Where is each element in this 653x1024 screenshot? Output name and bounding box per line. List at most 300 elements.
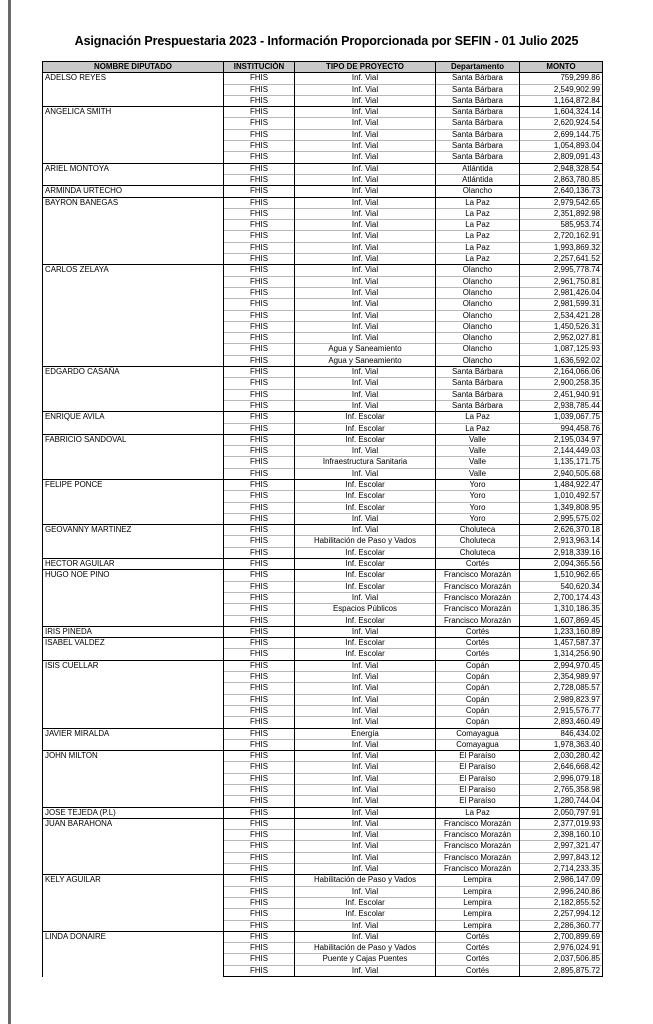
cell-tipo-proyecto: Inf. Escolar <box>295 649 436 660</box>
cell-departamento: Olancho <box>436 186 520 197</box>
cell-tipo-proyecto: Inf. Vial <box>295 705 436 716</box>
table-row <box>43 107 603 118</box>
cell-tipo-proyecto: Inf. Vial <box>295 592 436 603</box>
cell-monto: 2,037,506.85 <box>520 954 603 965</box>
cell-institucion: FHIS <box>224 344 295 355</box>
cell-institucion: FHIS <box>224 389 295 400</box>
cell-departamento: Comayagua <box>436 728 520 739</box>
header-tipo-proyecto: TIPO DE PROYECTO <box>295 62 436 73</box>
cell-tipo-proyecto: Inf. Vial <box>295 186 436 197</box>
cell-monto: 1,484,922.47 <box>520 479 603 490</box>
cell-departamento: Francisco Morazán <box>436 841 520 852</box>
cell-tipo-proyecto: Inf. Vial <box>295 739 436 750</box>
cell-tipo-proyecto: Inf. Escolar <box>295 412 436 423</box>
cell-monto: 2,893,460.49 <box>520 717 603 728</box>
cell-nombre-diputado: JAVIER MIRALDA <box>43 728 224 751</box>
cell-nombre-diputado: HECTOR AGUILAR <box>43 559 224 570</box>
table-row <box>43 931 603 942</box>
cell-departamento: Choluteca <box>436 525 520 536</box>
cell-tipo-proyecto: Espacios Públicos <box>295 604 436 615</box>
cell-monto: 2,994,970.45 <box>520 660 603 671</box>
cell-monto: 2,640,136.73 <box>520 186 603 197</box>
cell-institucion: FHIS <box>224 400 295 411</box>
cell-institucion: FHIS <box>224 310 295 321</box>
cell-monto: 2,895,875.72 <box>520 965 603 976</box>
cell-institucion: FHIS <box>224 163 295 174</box>
cell-departamento: Francisco Morazán <box>436 852 520 863</box>
table-row <box>43 434 603 445</box>
cell-monto: 2,809,091.43 <box>520 152 603 163</box>
table-row <box>43 73 603 84</box>
cell-departamento: Francisco Morazán <box>436 581 520 592</box>
cell-monto: 2,257,641.52 <box>520 254 603 265</box>
cell-institucion: FHIS <box>224 717 295 728</box>
cell-tipo-proyecto: Inf. Vial <box>295 310 436 321</box>
table-row <box>43 197 603 208</box>
cell-departamento: Copán <box>436 705 520 716</box>
cell-tipo-proyecto: Inf. Vial <box>295 95 436 106</box>
cell-institucion: FHIS <box>224 965 295 976</box>
cell-institucion: FHIS <box>224 638 295 649</box>
cell-institucion: FHIS <box>224 378 295 389</box>
cell-tipo-proyecto: Inf. Vial <box>295 254 436 265</box>
cell-nombre-diputado: CARLOS ZELAYA <box>43 265 224 367</box>
cell-monto: 2,995,778.74 <box>520 265 603 276</box>
cell-monto: 2,195,034.97 <box>520 434 603 445</box>
cell-nombre-diputado: IRIS PINEDA <box>43 626 224 637</box>
cell-departamento: El Paraíso <box>436 785 520 796</box>
cell-institucion: FHIS <box>224 773 295 784</box>
cell-institucion: FHIS <box>224 615 295 626</box>
cell-tipo-proyecto: Inf. Vial <box>295 208 436 219</box>
cell-tipo-proyecto: Inf. Vial <box>295 965 436 976</box>
cell-institucion: FHIS <box>224 785 295 796</box>
cell-institucion: FHIS <box>224 208 295 219</box>
cell-monto: 1,087,125.93 <box>520 344 603 355</box>
table-row <box>43 479 603 490</box>
cell-departamento: Atlántida <box>436 163 520 174</box>
cell-departamento: El Paraíso <box>436 762 520 773</box>
cell-monto: 994,458.76 <box>520 423 603 434</box>
table-row <box>43 367 603 378</box>
cell-monto: 759,299.86 <box>520 73 603 84</box>
cell-institucion: FHIS <box>224 818 295 829</box>
table-row <box>43 186 603 197</box>
cell-monto: 1,233,160.89 <box>520 626 603 637</box>
cell-monto: 1,135,171.75 <box>520 457 603 468</box>
cell-monto: 2,714,233.35 <box>520 864 603 875</box>
cell-departamento: Cortés <box>436 954 520 965</box>
cell-monto: 2,915,576.77 <box>520 705 603 716</box>
cell-tipo-proyecto: Inf. Vial <box>295 174 436 185</box>
cell-institucion: FHIS <box>224 559 295 570</box>
cell-monto: 2,997,843.12 <box>520 852 603 863</box>
cell-monto: 585,953.74 <box>520 220 603 231</box>
cell-departamento: Olancho <box>436 321 520 332</box>
cell-institucion: FHIS <box>224 457 295 468</box>
cell-tipo-proyecto: Inf. Vial <box>295 672 436 683</box>
cell-tipo-proyecto: Inf. Vial <box>295 231 436 242</box>
cell-monto: 2,981,426.04 <box>520 287 603 298</box>
cell-departamento: Copán <box>436 660 520 671</box>
cell-monto: 1,310,186.35 <box>520 604 603 615</box>
cell-tipo-proyecto: Inf. Vial <box>295 299 436 310</box>
cell-monto: 2,699,144.75 <box>520 129 603 140</box>
cell-tipo-proyecto: Habilitación de Paso y Vados <box>295 536 436 547</box>
cell-monto: 1,510,962.65 <box>520 570 603 581</box>
cell-institucion: FHIS <box>224 333 295 344</box>
cell-tipo-proyecto: Inf. Vial <box>295 864 436 875</box>
cell-monto: 2,620,924.54 <box>520 118 603 129</box>
cell-tipo-proyecto: Puente y Cajas Puentes <box>295 954 436 965</box>
cell-institucion: FHIS <box>224 649 295 660</box>
cell-tipo-proyecto: Inf. Vial <box>295 796 436 807</box>
cell-institucion: FHIS <box>224 852 295 863</box>
cell-tipo-proyecto: Inf. Escolar <box>295 638 436 649</box>
cell-tipo-proyecto: Inf. Escolar <box>295 479 436 490</box>
cell-institucion: FHIS <box>224 446 295 457</box>
cell-departamento: Cortés <box>436 559 520 570</box>
cell-departamento: Santa Bárbara <box>436 129 520 140</box>
cell-departamento: El Paraíso <box>436 751 520 762</box>
cell-departamento: Francisco Morazán <box>436 830 520 841</box>
cell-departamento: Olancho <box>436 276 520 287</box>
cell-nombre-diputado: HUGO NOE PINO <box>43 570 224 626</box>
cell-institucion: FHIS <box>224 954 295 965</box>
cell-departamento: Cortés <box>436 931 520 942</box>
cell-institucion: FHIS <box>224 547 295 558</box>
cell-departamento: Cortés <box>436 626 520 637</box>
cell-tipo-proyecto: Inf. Vial <box>295 389 436 400</box>
cell-monto: 2,948,328.54 <box>520 163 603 174</box>
cell-tipo-proyecto: Inf. Escolar <box>295 547 436 558</box>
cell-tipo-proyecto: Inf. Vial <box>295 367 436 378</box>
cell-monto: 2,863,780.85 <box>520 174 603 185</box>
cell-tipo-proyecto: Inf. Vial <box>295 717 436 728</box>
table-row <box>43 626 603 637</box>
cell-monto: 1,054,893.04 <box>520 141 603 152</box>
cell-monto: 2,989,823.97 <box>520 694 603 705</box>
cell-monto: 2,981,599.31 <box>520 299 603 310</box>
cell-monto: 2,728,085.57 <box>520 683 603 694</box>
cell-tipo-proyecto: Inf. Vial <box>295 220 436 231</box>
cell-institucion: FHIS <box>224 491 295 502</box>
cell-departamento: Lempira <box>436 897 520 908</box>
cell-tipo-proyecto: Inf. Escolar <box>295 570 436 581</box>
cell-departamento: Santa Bárbara <box>436 367 520 378</box>
cell-departamento: La Paz <box>436 254 520 265</box>
cell-tipo-proyecto: Inf. Vial <box>295 378 436 389</box>
cell-tipo-proyecto: Inf. Vial <box>295 265 436 276</box>
cell-institucion: FHIS <box>224 909 295 920</box>
cell-departamento: Francisco Morazán <box>436 604 520 615</box>
cell-nombre-diputado: FABRICIO SANDOVAL <box>43 434 224 479</box>
cell-departamento: Copán <box>436 694 520 705</box>
cell-institucion: FHIS <box>224 141 295 152</box>
cell-nombre-diputado: FELIPE PONCE <box>43 479 224 524</box>
cell-tipo-proyecto: Inf. Vial <box>295 73 436 84</box>
cell-tipo-proyecto: Inf. Vial <box>295 852 436 863</box>
cell-tipo-proyecto: Inf. Vial <box>295 626 436 637</box>
cell-monto: 2,354,989.97 <box>520 672 603 683</box>
table-row <box>43 265 603 276</box>
cell-nombre-diputado: ARIEL MONTOYA <box>43 163 224 186</box>
cell-institucion: FHIS <box>224 841 295 852</box>
cell-institucion: FHIS <box>224 287 295 298</box>
cell-institucion: FHIS <box>224 231 295 242</box>
cell-institucion: FHIS <box>224 672 295 683</box>
cell-institucion: FHIS <box>224 129 295 140</box>
cell-institucion: FHIS <box>224 570 295 581</box>
cell-monto: 1,978,363.40 <box>520 739 603 750</box>
cell-departamento: Olancho <box>436 299 520 310</box>
cell-departamento: Valle <box>436 446 520 457</box>
cell-tipo-proyecto: Inf. Vial <box>295 920 436 931</box>
cell-institucion: FHIS <box>224 931 295 942</box>
cell-institucion: FHIS <box>224 694 295 705</box>
cell-institucion: FHIS <box>224 174 295 185</box>
cell-tipo-proyecto: Inf. Vial <box>295 107 436 118</box>
cell-institucion: FHIS <box>224 581 295 592</box>
cell-institucion: FHIS <box>224 897 295 908</box>
cell-institucion: FHIS <box>224 807 295 818</box>
table-row <box>43 412 603 423</box>
cell-monto: 1,636,592.02 <box>520 355 603 366</box>
cell-departamento: Atlántida <box>436 174 520 185</box>
cell-monto: 1,349,808.95 <box>520 502 603 513</box>
cell-departamento: La Paz <box>436 197 520 208</box>
cell-institucion: FHIS <box>224 73 295 84</box>
cell-tipo-proyecto: Inf. Vial <box>295 773 436 784</box>
cell-tipo-proyecto: Inf. Escolar <box>295 423 436 434</box>
cell-nombre-diputado: EDGARDO CASAÑA <box>43 367 224 412</box>
cell-departamento: Santa Bárbara <box>436 95 520 106</box>
cell-monto: 2,646,668.42 <box>520 762 603 773</box>
cell-tipo-proyecto: Habilitación de Paso y Vados <box>295 943 436 954</box>
table-row <box>43 570 603 581</box>
cell-monto: 2,534,421.28 <box>520 310 603 321</box>
table-row <box>43 807 603 818</box>
cell-monto: 2,377,019.93 <box>520 818 603 829</box>
cell-institucion: FHIS <box>224 242 295 253</box>
cell-institucion: FHIS <box>224 513 295 524</box>
cell-departamento: Olancho <box>436 287 520 298</box>
cell-tipo-proyecto: Inf. Vial <box>295 830 436 841</box>
cell-monto: 2,050,797.91 <box>520 807 603 818</box>
header-monto: MONTO <box>520 62 603 73</box>
cell-monto: 2,952,027.81 <box>520 333 603 344</box>
cell-departamento: Cortés <box>436 649 520 660</box>
cell-tipo-proyecto: Inf. Vial <box>295 197 436 208</box>
cell-monto: 2,976,024.91 <box>520 943 603 954</box>
table-row <box>43 559 603 570</box>
cell-tipo-proyecto: Inf. Vial <box>295 785 436 796</box>
cell-tipo-proyecto: Inf. Vial <box>295 807 436 818</box>
table-row <box>43 660 603 671</box>
cell-nombre-diputado: ADELSO REYES <box>43 73 224 107</box>
cell-monto: 1,450,526.31 <box>520 321 603 332</box>
cell-departamento: Yoro <box>436 513 520 524</box>
cell-departamento: Santa Bárbara <box>436 107 520 118</box>
cell-institucion: FHIS <box>224 830 295 841</box>
cell-tipo-proyecto: Inf. Vial <box>295 660 436 671</box>
cell-monto: 1,604,324.14 <box>520 107 603 118</box>
cell-institucion: FHIS <box>224 536 295 547</box>
cell-nombre-diputado: JOHN MILTON <box>43 751 224 807</box>
cell-tipo-proyecto: Inf. Vial <box>295 818 436 829</box>
cell-institucion: FHIS <box>224 660 295 671</box>
cell-institucion: FHIS <box>224 864 295 875</box>
cell-departamento: La Paz <box>436 242 520 253</box>
cell-institucion: FHIS <box>224 355 295 366</box>
table-row <box>43 751 603 762</box>
cell-departamento: Francisco Morazán <box>436 615 520 626</box>
table-row <box>43 875 603 886</box>
cell-tipo-proyecto: Agua y Saneamiento <box>295 355 436 366</box>
cell-monto: 2,626,370.18 <box>520 525 603 536</box>
cell-monto: 1,993,869.32 <box>520 242 603 253</box>
cell-institucion: FHIS <box>224 265 295 276</box>
cell-monto: 2,351,892.98 <box>520 208 603 219</box>
cell-monto: 2,961,750.81 <box>520 276 603 287</box>
cell-departamento: Francisco Morazán <box>436 570 520 581</box>
cell-tipo-proyecto: Inf. Vial <box>295 118 436 129</box>
cell-departamento: Olancho <box>436 265 520 276</box>
cell-nombre-diputado: ANGELICA SMITH <box>43 107 224 163</box>
cell-monto: 2,030,280.42 <box>520 751 603 762</box>
cell-departamento: Lempira <box>436 920 520 931</box>
cell-institucion: FHIS <box>224 728 295 739</box>
cell-monto: 540,620.34 <box>520 581 603 592</box>
cell-institucion: FHIS <box>224 920 295 931</box>
cell-tipo-proyecto: Inf. Vial <box>295 276 436 287</box>
cell-departamento: Copán <box>436 683 520 694</box>
cell-monto: 2,144,449.03 <box>520 446 603 457</box>
cell-institucion: FHIS <box>224 739 295 750</box>
cell-tipo-proyecto: Infraestructura Sanitaria <box>295 457 436 468</box>
cell-institucion: FHIS <box>224 683 295 694</box>
table-row <box>43 728 603 739</box>
cell-departamento: El Paraíso <box>436 773 520 784</box>
cell-institucion: FHIS <box>224 321 295 332</box>
cell-departamento: Comayagua <box>436 739 520 750</box>
table-header <box>43 62 603 73</box>
cell-departamento: Lempira <box>436 875 520 886</box>
page-left-edge <box>8 0 11 1024</box>
cell-departamento: Valle <box>436 468 520 479</box>
allocation-table <box>42 61 603 977</box>
cell-departamento: El Paraíso <box>436 796 520 807</box>
table-row <box>43 525 603 536</box>
cell-departamento: Santa Bárbara <box>436 400 520 411</box>
header-departamento: Departamento <box>436 62 520 73</box>
cell-institucion: FHIS <box>224 468 295 479</box>
cell-departamento: La Paz <box>436 220 520 231</box>
cell-institucion: FHIS <box>224 502 295 513</box>
cell-monto: 1,457,587.37 <box>520 638 603 649</box>
cell-departamento: Santa Bárbara <box>436 84 520 95</box>
cell-tipo-proyecto: Inf. Escolar <box>295 615 436 626</box>
cell-institucion: FHIS <box>224 705 295 716</box>
cell-tipo-proyecto: Inf. Vial <box>295 242 436 253</box>
cell-tipo-proyecto: Inf. Vial <box>295 141 436 152</box>
cell-institucion: FHIS <box>224 434 295 445</box>
table-row <box>43 638 603 649</box>
cell-departamento: Francisco Morazán <box>436 592 520 603</box>
header-institucion: INSTITUCIÓN <box>224 62 295 73</box>
cell-monto: 1,607,869.45 <box>520 615 603 626</box>
cell-institucion: FHIS <box>224 118 295 129</box>
cell-tipo-proyecto: Inf. Vial <box>295 287 436 298</box>
cell-institucion: FHIS <box>224 95 295 106</box>
cell-departamento: Copán <box>436 717 520 728</box>
cell-tipo-proyecto: Inf. Vial <box>295 762 436 773</box>
cell-tipo-proyecto: Inf. Vial <box>295 468 436 479</box>
cell-tipo-proyecto: Inf. Vial <box>295 841 436 852</box>
table-row <box>43 818 603 829</box>
cell-tipo-proyecto: Inf. Vial <box>295 333 436 344</box>
cell-tipo-proyecto: Inf. Vial <box>295 163 436 174</box>
cell-tipo-proyecto: Inf. Vial <box>295 525 436 536</box>
cell-departamento: Cortés <box>436 638 520 649</box>
cell-monto: 2,720,162.91 <box>520 231 603 242</box>
cell-monto: 2,986,147.09 <box>520 875 603 886</box>
table-row <box>43 163 603 174</box>
cell-institucion: FHIS <box>224 107 295 118</box>
cell-institucion: FHIS <box>224 152 295 163</box>
cell-departamento: Olancho <box>436 310 520 321</box>
cell-departamento: Choluteca <box>436 536 520 547</box>
cell-monto: 2,398,160.10 <box>520 830 603 841</box>
cell-departamento: Lempira <box>436 909 520 920</box>
cell-departamento: Lempira <box>436 886 520 897</box>
cell-departamento: La Paz <box>436 231 520 242</box>
cell-tipo-proyecto: Inf. Vial <box>295 129 436 140</box>
cell-institucion: FHIS <box>224 186 295 197</box>
cell-tipo-proyecto: Inf. Escolar <box>295 491 436 502</box>
cell-departamento: Santa Bárbara <box>436 152 520 163</box>
cell-institucion: FHIS <box>224 886 295 897</box>
cell-nombre-diputado: KELY AGUILAR <box>43 875 224 931</box>
cell-departamento: Francisco Morazán <box>436 864 520 875</box>
cell-nombre-diputado: JUAN BARAHONA <box>43 818 224 874</box>
cell-departamento: Yoro <box>436 479 520 490</box>
cell-tipo-proyecto: Inf. Vial <box>295 683 436 694</box>
cell-departamento: La Paz <box>436 208 520 219</box>
cell-nombre-diputado: ISABEL VALDEZ <box>43 638 224 661</box>
cell-monto: 2,995,575.02 <box>520 513 603 524</box>
cell-monto: 2,997,321.47 <box>520 841 603 852</box>
cell-institucion: FHIS <box>224 796 295 807</box>
cell-monto: 846,434.02 <box>520 728 603 739</box>
cell-nombre-diputado: LINDA DONAIRE <box>43 931 224 976</box>
cell-tipo-proyecto: Inf. Escolar <box>295 897 436 908</box>
cell-institucion: FHIS <box>224 626 295 637</box>
cell-institucion: FHIS <box>224 592 295 603</box>
cell-monto: 2,938,785.44 <box>520 400 603 411</box>
header-row <box>43 62 603 73</box>
cell-monto: 2,700,174.43 <box>520 592 603 603</box>
cell-institucion: FHIS <box>224 367 295 378</box>
cell-departamento: Olancho <box>436 355 520 366</box>
cell-tipo-proyecto: Inf. Vial <box>295 84 436 95</box>
cell-tipo-proyecto: Inf. Vial <box>295 446 436 457</box>
cell-departamento: Cortés <box>436 943 520 954</box>
cell-tipo-proyecto: Inf. Escolar <box>295 559 436 570</box>
cell-nombre-diputado: BAYRON BANEGAS <box>43 197 224 265</box>
cell-nombre-diputado: ENRIQUE AVILA <box>43 412 224 435</box>
cell-institucion: FHIS <box>224 875 295 886</box>
